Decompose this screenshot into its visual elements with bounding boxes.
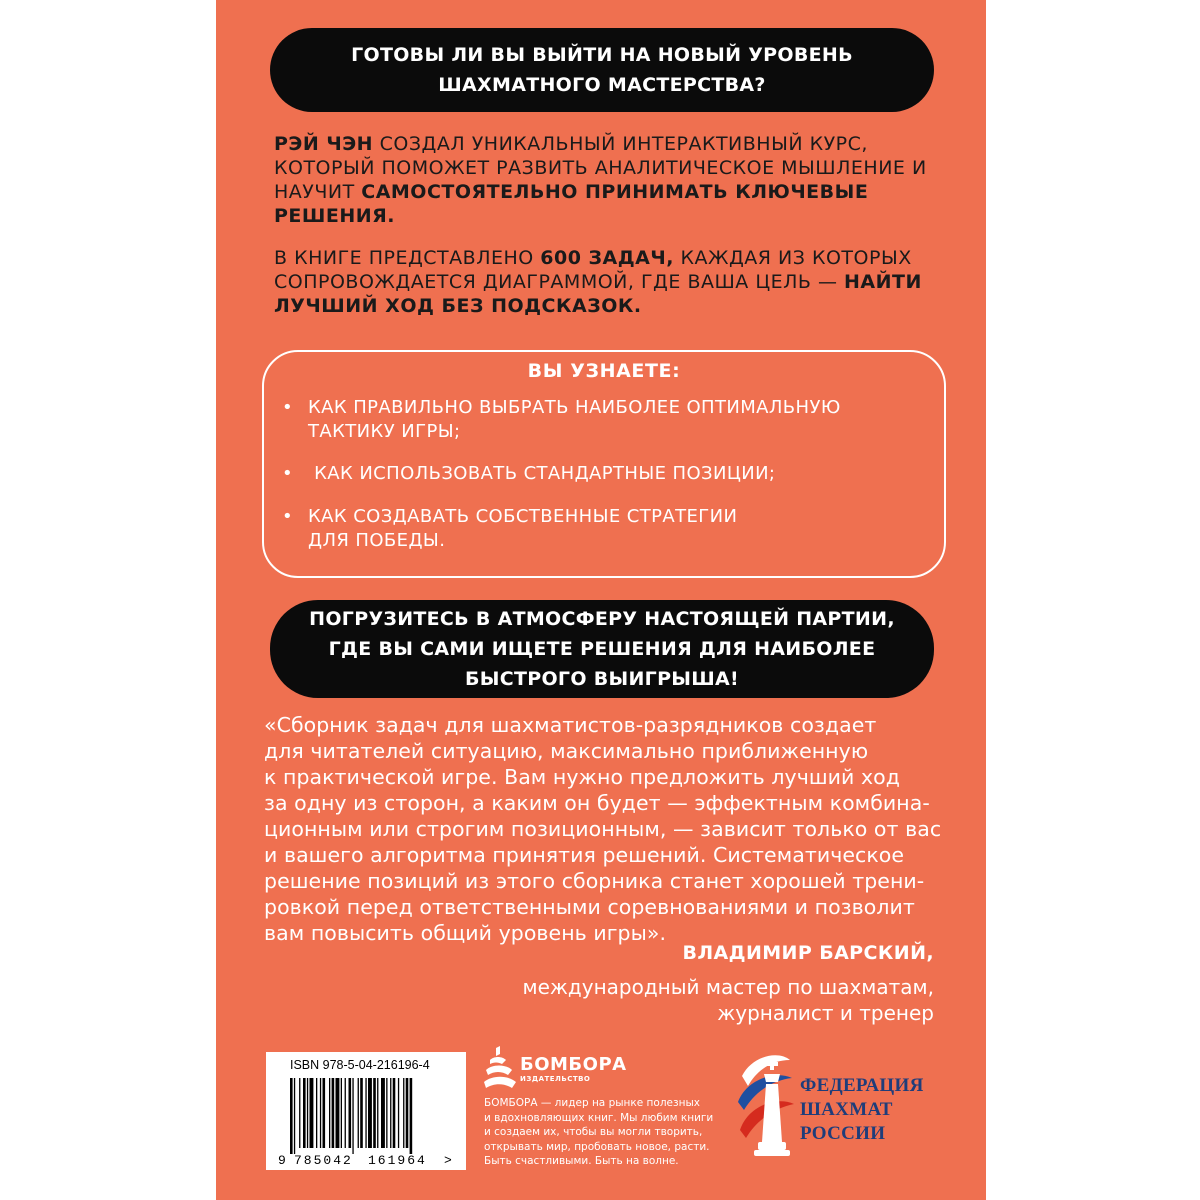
learn-item	[282, 505, 902, 553]
barcode-bar	[307, 1078, 308, 1148]
barcode-bar	[332, 1078, 335, 1148]
tasks-text-b: КАЖДАЯ ИЗ КОТОРЫХ СОПРОВОЖДАЕТСЯ ДИАГРАММОЙ, ГДЕ ВАША ЦЕЛЬ —	[274, 247, 912, 293]
book-back-cover	[216, 0, 986, 1200]
tasks-paragraph	[274, 246, 934, 318]
chess-federation-logo	[734, 1046, 974, 1166]
barcode-bar	[390, 1078, 391, 1148]
headline-pill	[270, 28, 934, 112]
quote-line: решение позиций из этого сборника станет хорошей трени-	[264, 869, 925, 893]
federation-name	[800, 1074, 924, 1146]
barcode-bar	[377, 1078, 378, 1148]
barcode-bar	[406, 1078, 409, 1148]
quote-line: за одну из сторон, а каким он будет — эффектным комбина-	[264, 791, 930, 815]
tasks-count: 600 ЗАДАЧ,	[540, 247, 674, 269]
barcode-bar	[320, 1078, 321, 1148]
barcode-bar	[398, 1078, 399, 1148]
publisher-name: БОМБОРА	[520, 1054, 627, 1075]
quote-line: и вашего алгоритма принятия решений. Систематическое	[264, 843, 905, 867]
isbn-label: ISBN 978-5-04-216196-4	[290, 1058, 430, 1072]
learn-box	[262, 350, 946, 578]
barcode-bar	[341, 1078, 342, 1148]
quote-line: ровкой перед ответственными соревнованиями и позволит	[264, 895, 915, 919]
barcode-bar	[386, 1078, 387, 1148]
publisher-desc-line: и создаем их, чтобы вы могли творить,	[484, 1126, 703, 1138]
quote-author-title: международный мастер по шахматам,	[522, 975, 934, 999]
tasks-goal: НАЙТИ ЛУЧШИЙ ХОД БЕЗ ПОДСКАЗОК.	[274, 271, 922, 317]
barcode-bar	[294, 1078, 295, 1154]
publisher-description	[484, 1096, 724, 1169]
bullet-dot: •	[282, 506, 294, 527]
learn-item	[282, 462, 902, 486]
barcode-digits-left: 785042	[294, 1153, 353, 1168]
quote-author	[434, 940, 934, 1026]
barcode-bar	[373, 1078, 376, 1148]
tasks-text-a: В КНИГЕ ПРЕДСТАВЛЕНО	[274, 247, 541, 269]
cta-line-3: БЫСТРОГО ВЫИГРЫША!	[464, 668, 740, 690]
barcode-bar	[403, 1078, 404, 1148]
bullet-dot: •	[282, 463, 294, 484]
federation-line: ШАХМАТ	[800, 1099, 893, 1120]
barcode-bar	[323, 1078, 326, 1148]
publisher-desc-line: и вдохновляющих книг. Мы любим книги	[484, 1111, 714, 1124]
cta-line-1: ПОГРУЗИТЕСЬ В АТМОСФЕРУ НАСТОЯЩЕЙ ПАРТИИ,	[309, 608, 895, 630]
barcode-bar	[410, 1078, 413, 1154]
barcode-bar	[329, 1078, 330, 1148]
barcode-bar	[299, 1078, 300, 1148]
intro-text: СОЗДАЛ УНИКАЛЬНЫЙ ИНТЕРАКТИВНЫЙ КУРС, КОТОРЫЙ ПОМОЖЕТ РАЗВИТЬ АНАЛИТИЧЕСКОЕ МЫШЛЕНИЕ И НАУЧИТ	[274, 133, 927, 203]
barcode-bar	[368, 1078, 372, 1148]
learn-item-text: КАК ПРАВИЛЬНО ВЫБРАТЬ НАИБОЛЕЕ ОПТИМАЛЬНУЮ ТАКТИКУ ИГРЫ;	[308, 397, 841, 442]
quote-line: для читателей ситуацию, максимально приближенную	[264, 739, 869, 763]
quote-line: к практической игре. Вам нужно предложить лучший ход	[264, 765, 900, 789]
quote-line: «Сборник задач для шахматистов-разрядников создает	[264, 713, 877, 737]
federation-line: ФЕДЕРАЦИЯ	[800, 1075, 924, 1096]
barcode-digit-tail: >	[444, 1153, 452, 1168]
isbn-barcode-block	[266, 1052, 466, 1170]
publisher-subtitle: ИЗДАТЕЛЬСТВО	[520, 1075, 591, 1083]
barcode-digit-lead: 9	[278, 1153, 286, 1168]
chess-king-flag-icon	[734, 1046, 804, 1166]
author-name-highlight: РЭЙ ЧЭН	[274, 133, 374, 155]
review-quote	[264, 712, 948, 946]
headline-line-2: ШАХМАТНОГО МАСТЕРСТВА?	[438, 74, 766, 96]
headline-line-1: ГОТОВЫ ЛИ ВЫ ВЫЙТИ НА НОВЫЙ УРОВЕНЬ	[351, 44, 853, 66]
barcode-bar	[352, 1078, 353, 1154]
federation-line: РОССИИ	[800, 1123, 886, 1144]
barcode-bar	[360, 1078, 363, 1148]
barcode-bar	[381, 1078, 385, 1148]
barcode-bar	[316, 1078, 317, 1148]
bullet-dot: •	[282, 397, 294, 418]
quote-author-name: ВЛАДИМИР БАРСКИЙ,	[682, 942, 934, 964]
publisher-desc-line: открывать мир, пробовать новое, расти.	[484, 1140, 710, 1153]
cta-line-2: ГДЕ ВЫ САМИ ИЩЕТЕ РЕШЕНИЯ ДЛЯ НАИБОЛЕЕ	[328, 638, 876, 660]
publisher-desc-line: БОМБОРА — лидер на рынке полезных	[484, 1097, 700, 1109]
barcode-digits-right: 161964	[368, 1153, 427, 1168]
learn-box-title: ВЫ УЗНАЕТЕ:	[527, 360, 681, 382]
quote-author-title: журналист и тренер	[717, 1001, 934, 1025]
intro-highlight: САМОСТОЯТЕЛЬНО ПРИНИМАТЬ КЛЮЧЕВЫЕ РЕШЕНИЯ.	[274, 181, 869, 227]
barcode-bar	[310, 1078, 314, 1148]
bombora-logo-icon	[484, 1044, 518, 1094]
barcode-bar	[336, 1078, 340, 1148]
barcode-bar	[303, 1078, 306, 1148]
barcode-bar	[345, 1078, 346, 1148]
quote-line: ционным или строгим позиционным, — зависит только от вас	[264, 817, 942, 841]
barcode-bar	[365, 1078, 366, 1148]
intro-paragraph	[274, 132, 934, 228]
barcode-bar	[393, 1078, 396, 1148]
quote-line: вам повысить общий уровень игры».	[264, 921, 667, 945]
learn-item-text: КАК ИСПОЛЬЗОВАТЬ СТАНДАРТНЫЕ ПОЗИЦИИ;	[308, 463, 776, 484]
publisher-desc-line: Быть счастливыми. Быть на волне.	[484, 1155, 679, 1167]
learn-item-text: КАК СОЗДАВАТЬ СОБСТВЕННЫЕ СТРАТЕГИИ ДЛЯ ПОБЕДЫ.	[308, 506, 738, 551]
barcode-image	[278, 1078, 458, 1168]
barcode-bar	[290, 1078, 293, 1154]
call-to-action-pill	[270, 600, 934, 698]
barcode-bar	[349, 1078, 352, 1148]
barcode-bar	[358, 1078, 359, 1148]
learn-item	[282, 396, 902, 444]
